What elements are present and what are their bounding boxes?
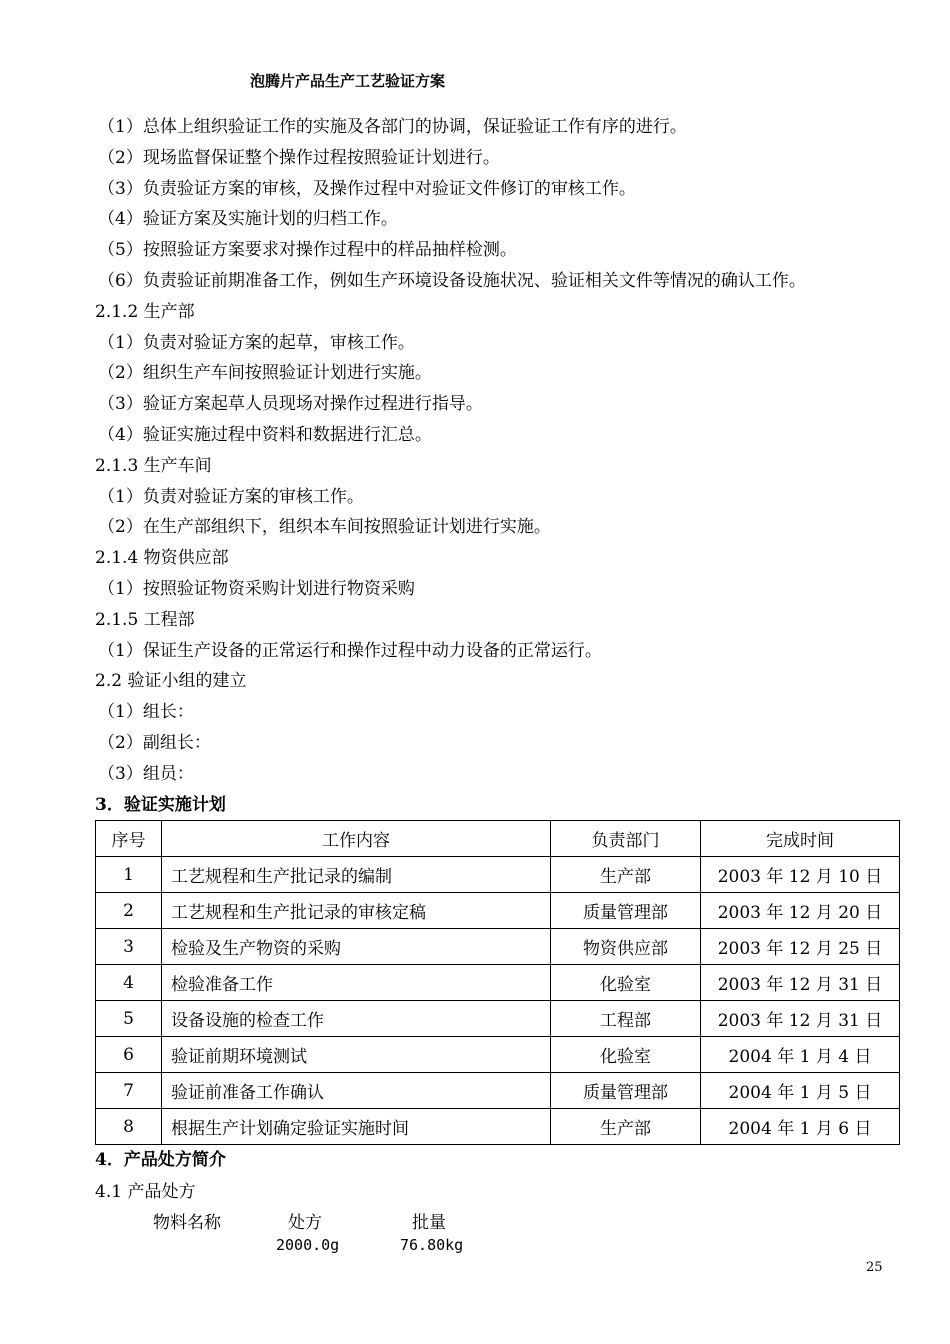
cell-department: 质量管理部 bbox=[551, 893, 701, 929]
section-heading: 2.1.5 工程部 bbox=[95, 609, 195, 630]
section-3-heading: 3．验证实施计划 bbox=[95, 795, 226, 815]
cell-completion-time: 2003 年 12 月 25 日 bbox=[701, 929, 900, 965]
cell-work-content: 设备设施的检查工作 bbox=[162, 1001, 551, 1037]
cell-work-content: 根据生产计划确定验证实施时间 bbox=[162, 1109, 551, 1145]
cell-completion-time: 2004 年 1 月 4 日 bbox=[701, 1037, 900, 1073]
cell-department: 化验室 bbox=[551, 1037, 701, 1073]
table-row bbox=[96, 857, 900, 893]
list-item: （2）在生产部组织下，组织本车间按照验证计划进行实施。 bbox=[98, 517, 551, 538]
list-item: （3）负责验证方案的审核，及操作过程中对验证文件修订的审核工作。 bbox=[98, 178, 636, 199]
validation-plan-table bbox=[95, 820, 900, 1145]
cell-index: 7 bbox=[96, 1073, 162, 1109]
table-row bbox=[96, 1109, 900, 1145]
cell-work-content: 验证前准备工作确认 bbox=[162, 1073, 551, 1109]
list-item: （1）保证生产设备的正常运行和操作过程中动力设备的正常运行。 bbox=[98, 640, 602, 661]
header-work-content: 工作内容 bbox=[162, 821, 551, 857]
section-4-heading: 4．产品处方简介 bbox=[95, 1150, 226, 1170]
table-row bbox=[96, 1001, 900, 1037]
body-lines bbox=[95, 112, 915, 790]
table-row bbox=[96, 929, 900, 965]
cell-department: 生产部 bbox=[551, 857, 701, 893]
header-index: 序号 bbox=[96, 821, 162, 857]
cell-index: 6 bbox=[96, 1037, 162, 1073]
cell-department: 工程部 bbox=[551, 1001, 701, 1037]
cell-work-content: 检验及生产物资的采购 bbox=[162, 929, 551, 965]
cell-department: 化验室 bbox=[551, 965, 701, 1001]
document-title: 泡腾片产品生产工艺验证方案 bbox=[250, 72, 446, 90]
list-item: （5）按照验证方案要求对操作过程中的样品抽样检测。 bbox=[98, 240, 517, 261]
cell-work-content: 验证前期环境测试 bbox=[162, 1037, 551, 1073]
section-heading: 2.1.2 生产部 bbox=[95, 301, 195, 322]
cell-index: 3 bbox=[96, 929, 162, 965]
cell-department: 生产部 bbox=[551, 1109, 701, 1145]
list-item: （1）按照验证物资采购计划进行物资采购 bbox=[98, 578, 415, 599]
table-row bbox=[96, 1073, 900, 1109]
formula-col-batch: 批量 bbox=[412, 1213, 446, 1233]
section-heading: 2.1.3 生产车间 bbox=[95, 455, 212, 476]
cell-completion-time: 2003 年 12 月 31 日 bbox=[701, 965, 900, 1001]
page-number: 25 bbox=[866, 1260, 883, 1275]
list-item: （2）组织生产车间按照验证计划进行实施。 bbox=[98, 363, 432, 384]
formula-col-material-name: 物料名称 bbox=[153, 1213, 221, 1233]
cell-completion-time: 2003 年 12 月 10 日 bbox=[701, 857, 900, 893]
cell-work-content: 工艺规程和生产批记录的编制 bbox=[162, 857, 551, 893]
cell-work-content: 检验准备工作 bbox=[162, 965, 551, 1001]
header-department: 负责部门 bbox=[551, 821, 701, 857]
cell-department: 物资供应部 bbox=[551, 929, 701, 965]
cell-work-content: 工艺规程和生产批记录的审核定稿 bbox=[162, 893, 551, 929]
cell-completion-time: 2003 年 12 月 20 日 bbox=[701, 893, 900, 929]
table-row bbox=[96, 893, 900, 929]
cell-index: 5 bbox=[96, 1001, 162, 1037]
section-heading: 2.2 验证小组的建立 bbox=[95, 671, 247, 692]
header-completion-time: 完成时间 bbox=[701, 821, 900, 857]
list-item: （3）组员： bbox=[98, 763, 194, 784]
cell-index: 4 bbox=[96, 965, 162, 1001]
list-item: （1）负责对验证方案的起草，审核工作。 bbox=[98, 332, 415, 353]
list-item: （1）组长： bbox=[98, 702, 194, 723]
subsection-4-1-heading: 4.1 产品处方 bbox=[95, 1182, 196, 1202]
list-item: （1）负责对验证方案的审核工作。 bbox=[98, 486, 364, 507]
list-item: （4）验证方案及实施计划的归档工作。 bbox=[98, 209, 398, 230]
formula-col-prescription: 处方 bbox=[288, 1213, 322, 1233]
cell-index: 8 bbox=[96, 1109, 162, 1145]
table-header-row bbox=[96, 821, 900, 857]
list-item: （6）负责验证前期准备工作，例如生产环境设备设施状况、验证相关文件等情况的确认工作。 bbox=[98, 270, 806, 291]
cell-department: 质量管理部 bbox=[551, 1073, 701, 1109]
cell-completion-time: 2003 年 12 月 31 日 bbox=[701, 1001, 900, 1037]
list-item: （4）验证实施过程中资料和数据进行汇总。 bbox=[98, 424, 432, 445]
formula-value-prescription: 2000.0g bbox=[276, 1236, 340, 1254]
section-heading: 2.1.4 物资供应部 bbox=[95, 548, 229, 569]
table-row bbox=[96, 965, 900, 1001]
cell-completion-time: 2004 年 1 月 6 日 bbox=[701, 1109, 900, 1145]
list-item: （2）副组长： bbox=[98, 732, 211, 753]
list-item: （3）验证方案起草人员现场对操作过程进行指导。 bbox=[98, 394, 483, 415]
formula-value-batch: 76.80kg bbox=[400, 1236, 464, 1254]
list-item: （1）总体上组织验证工作的实施及各部门的协调，保证验证工作有序的进行。 bbox=[98, 117, 687, 137]
list-item: （2）现场监督保证整个操作过程按照验证计划进行。 bbox=[98, 147, 500, 168]
cell-index: 2 bbox=[96, 893, 162, 929]
cell-index: 1 bbox=[96, 857, 162, 893]
table-row bbox=[96, 1037, 900, 1073]
cell-completion-time: 2004 年 1 月 5 日 bbox=[701, 1073, 900, 1109]
